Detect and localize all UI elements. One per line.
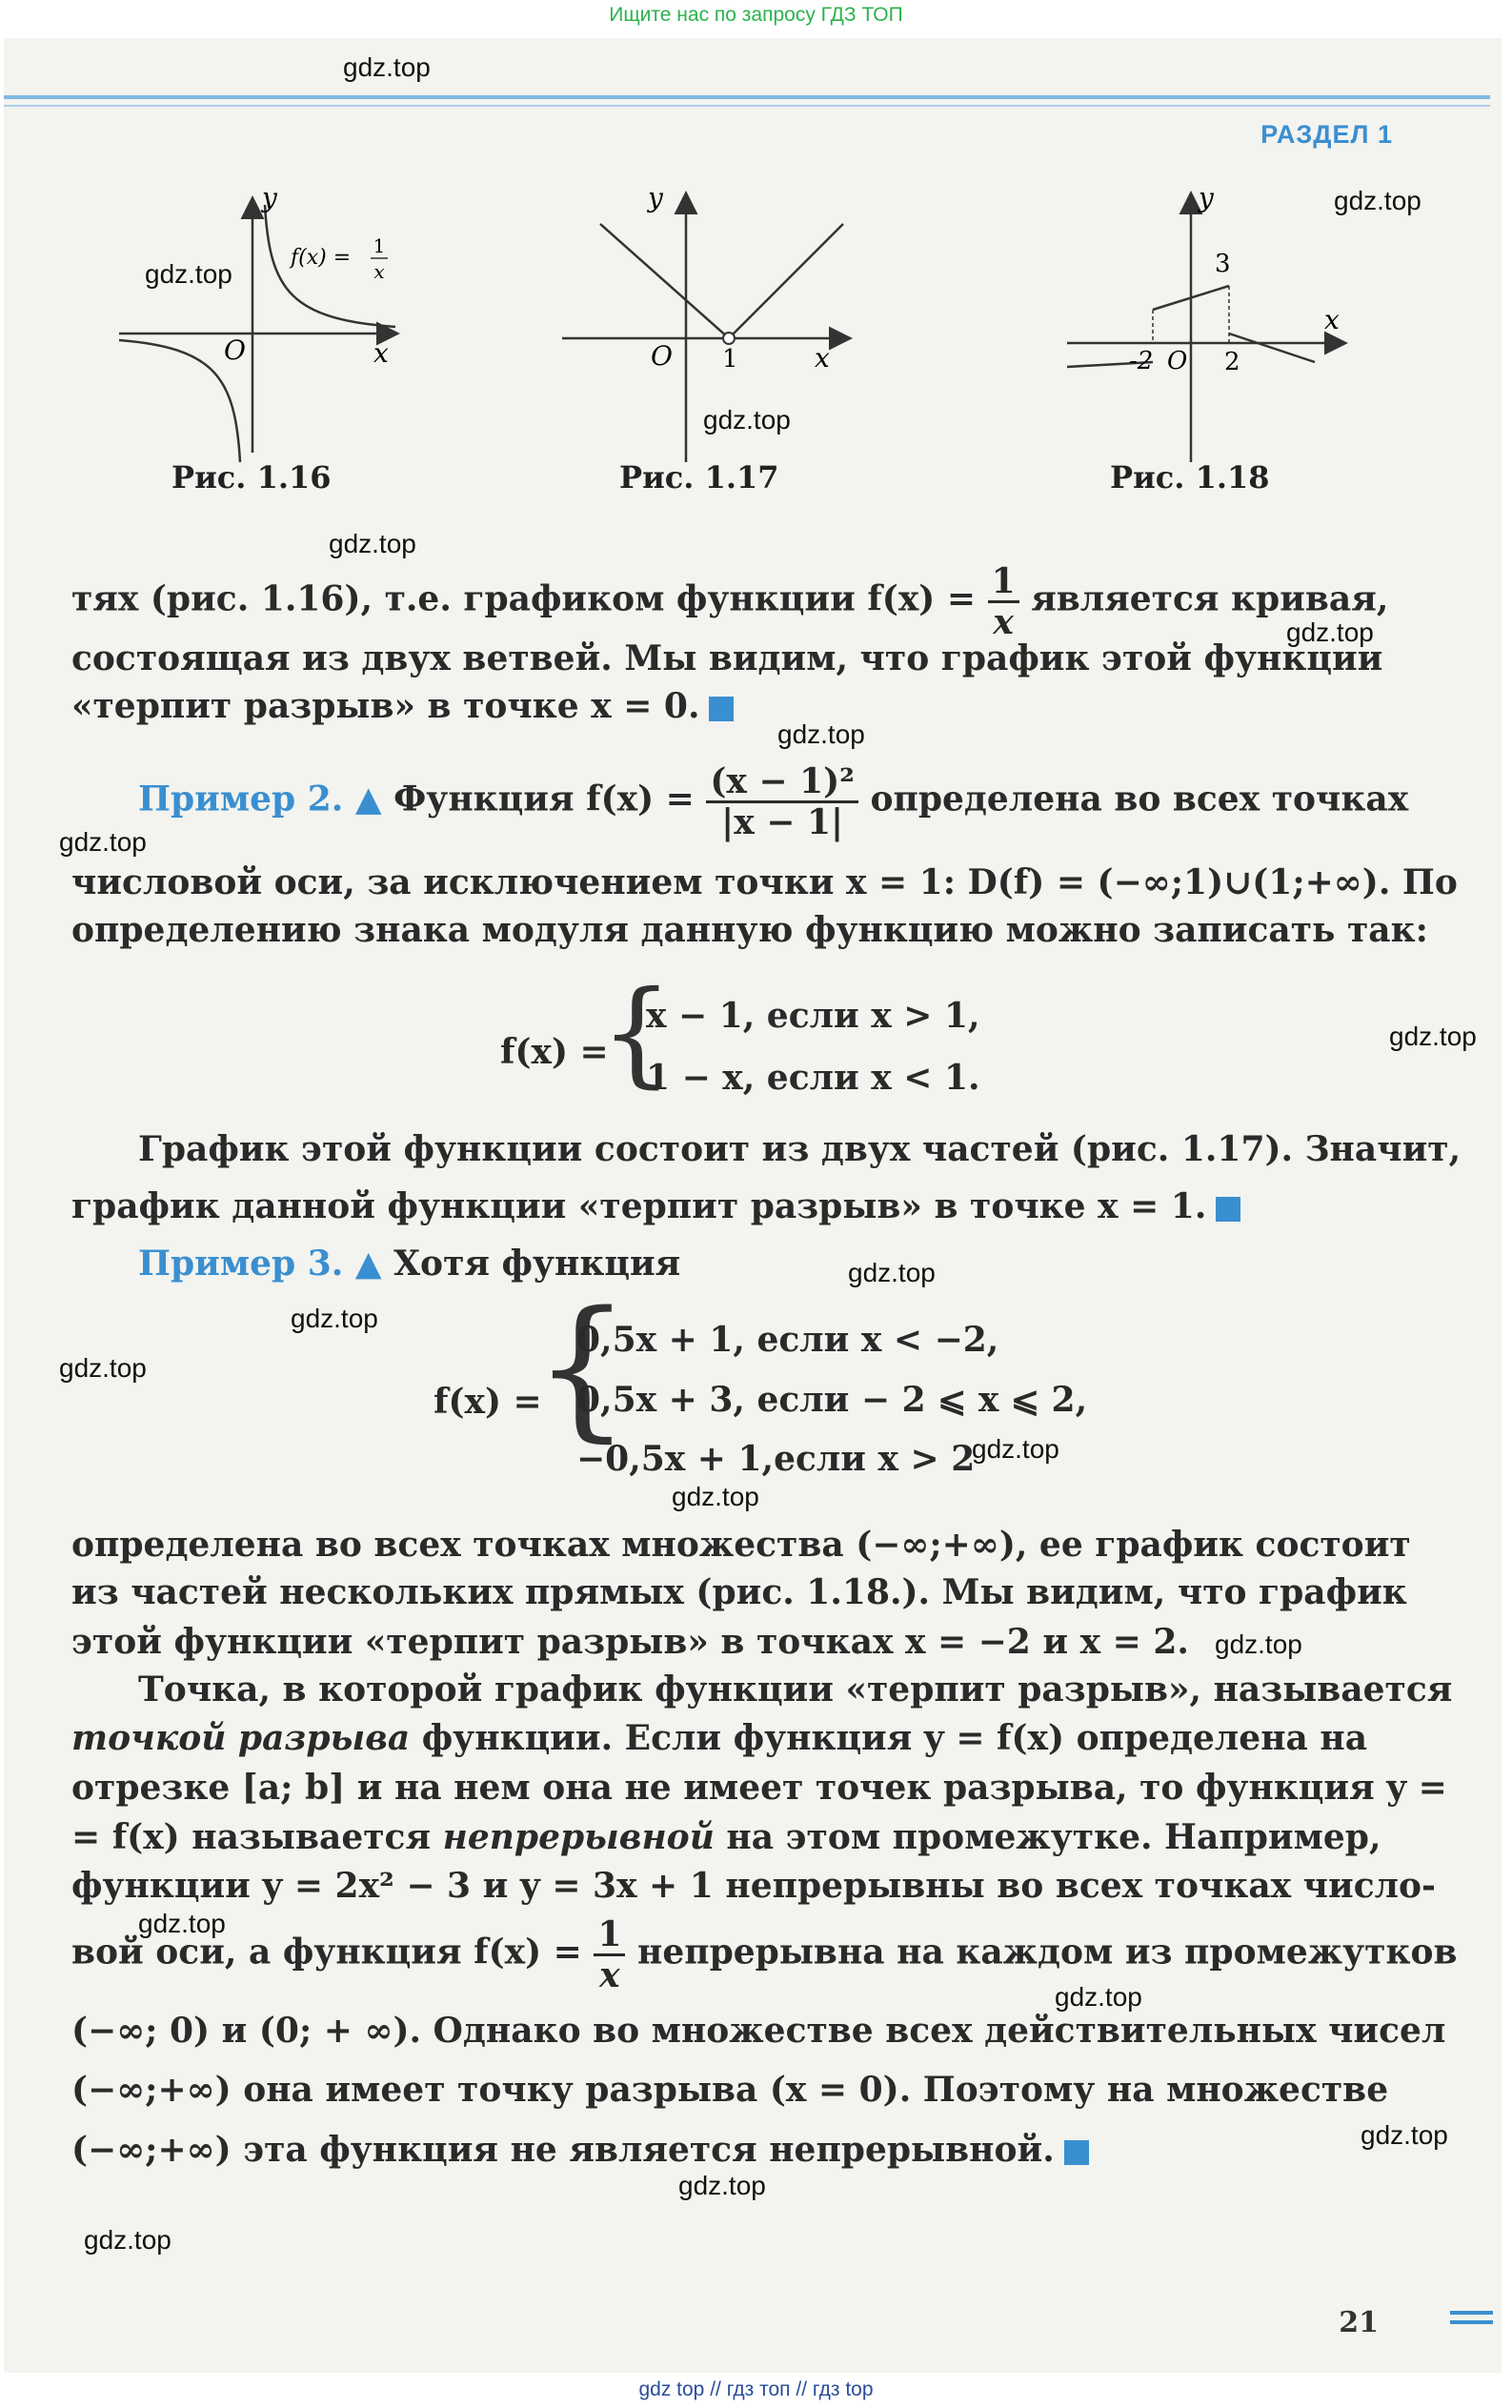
paragraph-2-line-2: график данной функции «терпит разрыв» в точке x = 1. — [71, 1186, 1240, 1226]
triangle-icon: ▲ — [354, 779, 382, 820]
paragraph-2-line-1: График этой функции состоит из двух частей (рис. 1.17). Значит, — [138, 1129, 1462, 1169]
function-den: x — [373, 260, 385, 283]
tick-2-label: 2 — [1224, 348, 1240, 376]
axis-y-label: y — [648, 186, 663, 213]
example-2-line-3: определению знака модуля данную функцию можно записать так: — [71, 910, 1428, 950]
watermark: gdz.top — [1286, 617, 1374, 647]
watermark: gdz.top — [1334, 186, 1421, 215]
caption-1-16: Рис. 1.16 — [171, 459, 332, 496]
piecewise-2-case-1: x − 1, если x > 1, — [646, 996, 980, 1036]
example-3-line-1: Пример 3. ▲ Хотя функция — [138, 1244, 681, 1284]
example-2-line-2: числовой оси, за исключением точки x = 1: D(f) = (−∞;1)∪(1;+∞). По — [71, 862, 1458, 902]
paragraph-4-line-5: функции y = 2x² − 3 и y = 3x + 1 непрерывны во всех точках число- — [71, 1866, 1436, 1906]
watermark: gdz.top — [777, 719, 865, 749]
paragraph-3-line-2: из частей нескольких прямых (рис. 1.18.). Мы видим, что график — [71, 1572, 1407, 1612]
watermark: gdz.top — [291, 1304, 378, 1333]
function-num: 1 — [373, 234, 386, 257]
axis-x-label: x — [815, 342, 830, 374]
watermark: gdz.top — [1361, 2120, 1448, 2150]
watermark: gdz.top — [59, 1353, 147, 1383]
example-2-fraction: $\frac{\text{(x − 1)²}}{|x - 1|}$ — [706, 762, 858, 841]
brace-icon: { — [600, 967, 674, 1100]
axis-x-label: x — [373, 337, 389, 369]
origin-label: O — [1167, 347, 1188, 375]
page-decoration — [1450, 2311, 1493, 2330]
end-square-icon — [1064, 2140, 1089, 2165]
axis-x-label: x — [1324, 304, 1340, 335]
watermark: gdz.top — [343, 52, 431, 82]
paragraph-4-line-6: вой оси, а функция f(x) = $\frac{1}{x}$ непрерывна на каждом из промежутков — [71, 1914, 1458, 1995]
piecewise-3-case-1: 0,5x + 1, если x < −2, — [576, 1320, 999, 1360]
watermark: gdz.top — [848, 1258, 936, 1287]
figure-1-18 — [1058, 186, 1372, 472]
piecewise-3-case-2: 0,5x + 3, если − 2 ⩽ x ⩽ 2, — [576, 1380, 1088, 1420]
triangle-icon: ▲ — [354, 1244, 382, 1284]
tick-minus2-label: -2 — [1129, 347, 1154, 375]
paragraph-4-line-3: отрезке [a; b] и на нем она не имеет точек разрыва, то функция y = — [71, 1768, 1447, 1808]
watermark: gdz.top — [678, 2171, 766, 2200]
header-rule-thin — [4, 105, 1490, 107]
function-label: f(x) = — [291, 246, 352, 270]
brace-icon: { — [534, 1278, 631, 1456]
watermark: gdz.top — [672, 1482, 759, 1511]
watermark: gdz.top — [84, 2225, 171, 2255]
paragraph-3-line-3: этой функции «терпит разрыв» в точках x = −2 и x = 2. — [71, 1622, 1189, 1662]
watermark: gdz.top — [1215, 1629, 1302, 1659]
caption-1-18: Рис. 1.18 — [1110, 459, 1270, 496]
paragraph-4-line-4: = f(x) называется непрерывной на этом промежутке. Например, — [71, 1817, 1381, 1857]
paragraph-4-line-8: (−∞;+∞) она имеет точку разрыва (x = 0). Поэтому на множестве — [71, 2070, 1389, 2110]
figure-1-16 — [110, 186, 424, 472]
fraction-1-over-x: $\frac{1}{x}$ — [594, 1915, 625, 1994]
watermark: gdz.top — [1389, 1022, 1477, 1051]
tick-3-label: 3 — [1215, 250, 1231, 278]
tick-1-label: 1 — [722, 345, 738, 374]
example-2-line-1: Пример 2. ▲ Функция f(x) = $\frac{\text{(x − 1)²}}{|x - 1|}$ определена во всех точках — [138, 761, 1409, 842]
paragraph-3-line-1: определена во всех точках множества (−∞;+∞), ее график состоит — [71, 1525, 1411, 1565]
end-square-icon — [1216, 1197, 1240, 1222]
watermark: gdz.top — [145, 259, 232, 289]
watermark: gdz.top — [972, 1434, 1059, 1464]
origin-label: O — [224, 334, 246, 366]
top-search-hint[interactable]: Ищите нас по запросу ГДЗ ТОП — [609, 4, 903, 26]
bottom-links[interactable]: gdz top // гдз топ // гдз top — [638, 2378, 874, 2400]
paragraph-4-line-1: Точка, в которой график функции «терпит разрыв», называется — [138, 1669, 1453, 1710]
paragraph-1-line-1: тях (рис. 1.16), т.е. графиком функции f(x) = $\frac{1}{x}$ является кривая, — [71, 561, 1389, 642]
paragraph-4-line-9: (−∞;+∞) эта функция не является непрерывной. — [71, 2130, 1089, 2170]
paragraph-4-line-2: точкой разрыва функции. Если функция y = f(x) определена на — [71, 1718, 1368, 1758]
end-square-icon — [709, 697, 734, 721]
watermark: gdz.top — [329, 529, 416, 558]
paragraph-1-line-2: состоящая из двух ветвей. Мы видим, что график этой функции — [71, 638, 1383, 678]
caption-1-17: Рис. 1.17 — [619, 459, 779, 496]
fraction-1-over-x: $\frac{1}{x}$ — [988, 562, 1019, 641]
axis-y-label: y — [262, 186, 277, 213]
piecewise-3-lhs: f(x) = — [433, 1382, 542, 1422]
header-rule — [4, 95, 1490, 99]
piecewise-2-lhs: f(x) = — [500, 1032, 609, 1072]
piecewise-3-case-3: −0,5x + 1,если x > 2 — [576, 1439, 976, 1479]
axis-y-label: y — [1199, 186, 1214, 213]
watermark: gdz.top — [703, 405, 791, 435]
origin-label: O — [651, 340, 673, 372]
watermark: gdz.top — [59, 827, 147, 857]
watermark: gdz.top — [138, 1909, 226, 1938]
paragraph-1-line-3: «терпит разрыв» в точке x = 0. — [71, 686, 734, 726]
piecewise-2-case-2: 1 − x, если x < 1. — [646, 1058, 980, 1098]
section-title: РАЗДЕЛ 1 — [1260, 120, 1393, 149]
watermark: gdz.top — [1055, 1982, 1142, 2012]
page-number: 21 — [1339, 2306, 1379, 2339]
paragraph-4-line-7: (−∞; 0) и (0; + ∞). Однако во множестве всех действительных чисел — [71, 2011, 1446, 2051]
